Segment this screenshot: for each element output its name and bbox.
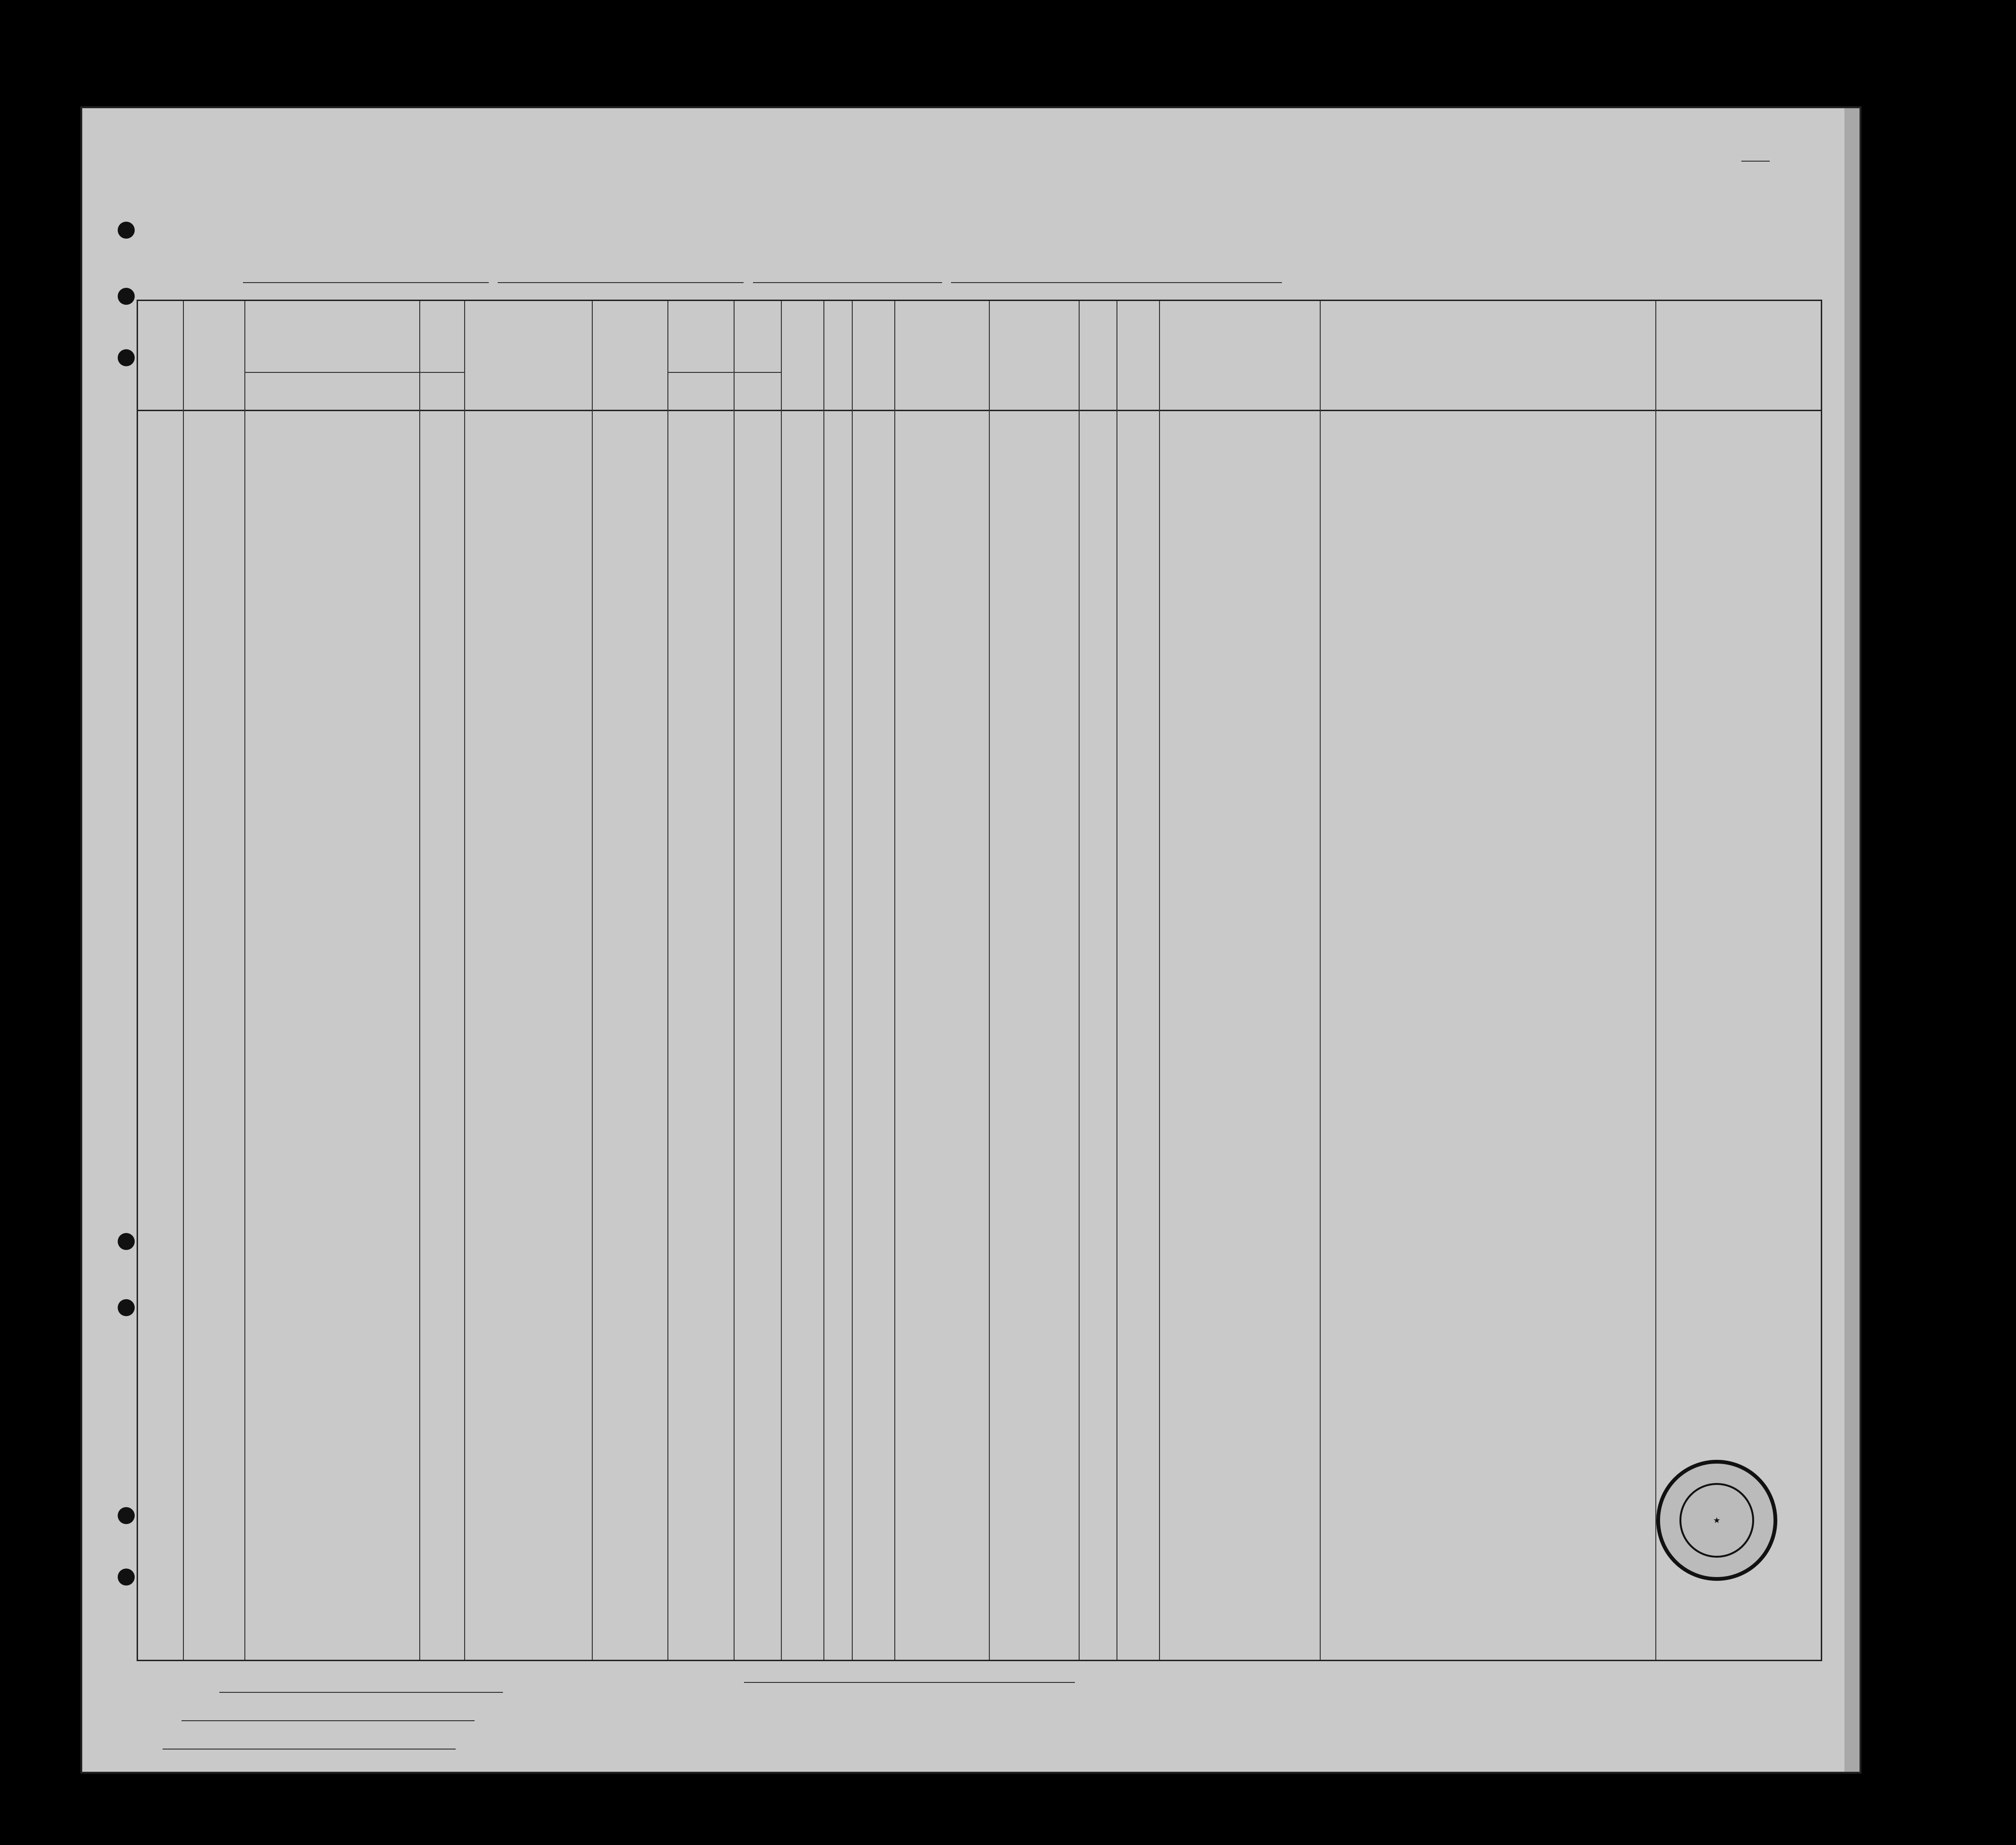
column-rule	[1159, 301, 1160, 1660]
binder-hole	[118, 222, 135, 239]
arrival-date	[753, 282, 942, 283]
binder-hole	[118, 1299, 135, 1316]
column-rule	[244, 301, 245, 1660]
binder-hole	[118, 1233, 135, 1250]
column-rule	[781, 301, 782, 1660]
column-rule	[183, 301, 184, 1660]
agents-field	[163, 1739, 456, 1753]
sheet-number	[1741, 141, 1770, 161]
vessel-line	[243, 267, 1301, 288]
binder-hole	[118, 1569, 135, 1586]
line-field	[219, 1682, 503, 1696]
column-rule	[667, 301, 668, 1660]
column-rule	[734, 301, 735, 1660]
column-rule	[989, 301, 990, 1660]
inspector-signature	[744, 1682, 1075, 1683]
binder-hole	[118, 1507, 135, 1524]
from-port	[951, 282, 1282, 283]
eagle-emblem: ★	[1679, 1483, 1754, 1558]
column-rule	[1079, 301, 1080, 1660]
arriving-at	[498, 282, 744, 283]
column-rule	[1320, 301, 1321, 1660]
column-rule	[592, 301, 593, 1660]
subheader-rule	[244, 372, 464, 373]
binder-hole	[118, 288, 135, 305]
owners-field	[182, 1710, 475, 1724]
crew-table	[137, 300, 1822, 1661]
column-rule	[1116, 301, 1117, 1660]
vessel-name	[243, 282, 489, 283]
manifest-sheet	[80, 106, 1861, 1774]
column-rule	[464, 301, 465, 1660]
consulate-seal	[1656, 1460, 1777, 1581]
subheader-rule	[667, 372, 781, 373]
column-rule	[852, 301, 853, 1660]
column-rule	[1655, 301, 1656, 1660]
column-rule	[419, 301, 420, 1660]
column-rule	[823, 301, 824, 1660]
binder-hole	[118, 349, 135, 366]
column-rule	[894, 301, 895, 1660]
